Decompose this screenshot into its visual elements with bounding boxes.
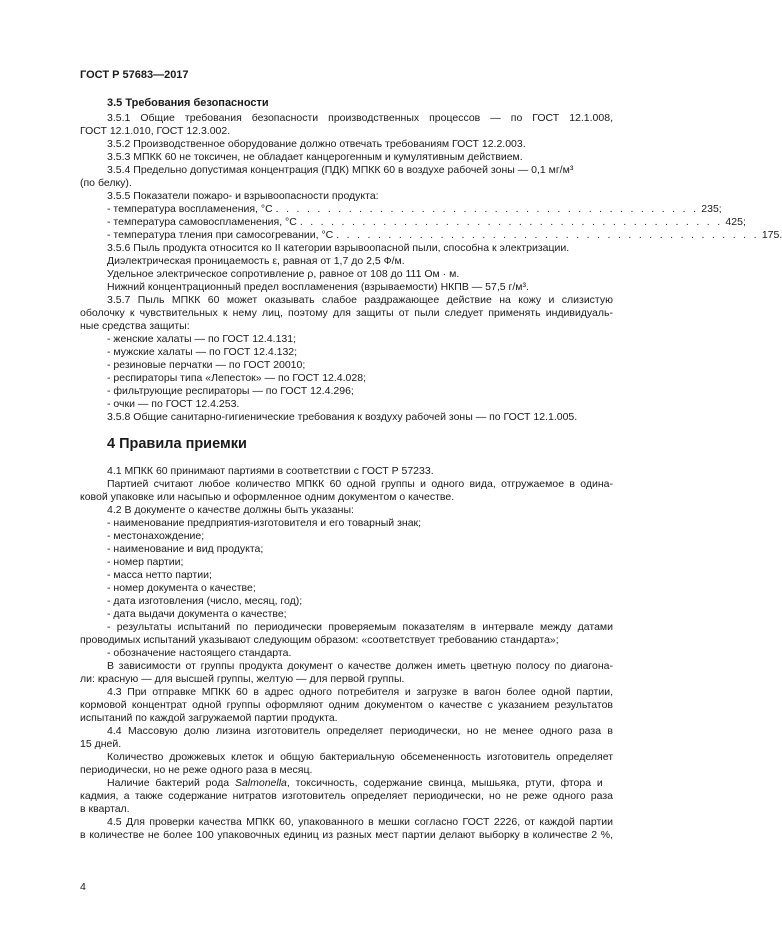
paragraph-3-5-6-line-2: Диэлектрическая проницаемость ε, равная от 1,7 до 2,5 Ф/м.	[107, 255, 405, 267]
fire-item-value: 235;	[701, 203, 722, 215]
paragraph-3-5-4-line-1: 3.5.4 Предельно допустимая концентрация (ПДК) МПКК 60 в воздухе рабочей зоны — 0,1 мг/м³	[107, 164, 574, 176]
paragraph-4-3-line-1: 4.3 При отправке МПКК 60 в адрес одного потребителя и загрузке в вагон более одной партии,	[107, 686, 613, 698]
paragraph-4-3-line-2: кормовой концентрат одной группы оформляют одним документом о качестве с указанием результатов	[80, 699, 613, 711]
yeast-paragraph-line-2: периодически, но не реже одного раза в месяц.	[80, 764, 313, 776]
stripe-paragraph-line-2: ли: красную — для высшей группы, желтую — для первой группы.	[80, 673, 405, 685]
paragraph-3-5-2: 3.5.2 Производственное оборудование должно отвечать требованиям ГОСТ 12.2.003.	[107, 138, 526, 150]
paragraph-4-2: 4.2 В документе о качестве должны быть указаны:	[107, 504, 354, 516]
protection-item: - мужские халаты — по ГОСТ 12.4.132;	[107, 346, 298, 358]
document-item: - дата выдачи документа о качестве;	[107, 608, 287, 620]
salmonella-text-start: Наличие бактерий рода	[107, 777, 235, 789]
salmonella-paragraph-line-1	[107, 777, 613, 790]
salmonella-paragraph-line-2: кадмия, а также содержание нитратов изготовитель определяет периодически, но не реже одного раза	[80, 790, 613, 802]
paragraph-4-1-batch-line-2: ковой упаковке или насыпью и оформленное одним документом о качестве.	[80, 491, 455, 503]
protection-item: - респираторы типа «Лепесток» — по ГОСТ 12.4.028;	[107, 372, 366, 384]
paragraph-3-5-6-line-1: 3.5.6 Пыль продукта относится ко II категории взрывоопасной пыли, способна к электризации.	[107, 242, 570, 254]
leader-dots: . . . . . . . . . . . . . . . . . . . . . . . . . . . . . . . . . . . . . . . . .	[299, 216, 723, 228]
document-item: - масса нетто партии;	[107, 569, 212, 581]
designation-item: - обозначение настоящего стандарта.	[107, 647, 292, 659]
paragraph-4-4-line-1: 4.4 Массовую долю лизина изготовитель определяет периодически, но не менее одного раза в	[107, 725, 613, 737]
fire-item-label: - температура тления при самосогревании, °С	[107, 229, 334, 241]
results-item-line-2: проводимых испытаний указывают следующим образом: «соответствует требованию стандарта»;	[80, 634, 559, 646]
paragraph-3-5-1-line-2: ГОСТ 12.1.010, ГОСТ 12.3.002.	[80, 125, 231, 137]
protection-item: - резиновые перчатки — по ГОСТ 20010;	[107, 359, 306, 371]
paragraph-4-1: 4.1 МПКК 60 принимают партиями в соответствии с ГОСТ Р 57233.	[107, 465, 434, 477]
fire-item-value: 425;	[725, 216, 746, 228]
protection-item: - фильтрующие респираторы — по ГОСТ 12.4.296;	[107, 385, 354, 397]
paragraph-3-5-8: 3.5.8 Общие санитарно-гигиенические требования к воздуху рабочей зоны — по ГОСТ 12.1.005.	[107, 411, 578, 423]
protection-item: - женские халаты — по ГОСТ 12.4.131;	[107, 333, 296, 345]
paragraph-3-5-7-line-1: 3.5.7 Пыль МПКК 60 может оказывать слабое раздражающее действие на кожу и слизистую	[107, 294, 613, 306]
paragraph-3-5-6-line-3: Удельное электрическое сопротивление ρ, равное от 108 до 111 Ом · м.	[107, 268, 460, 280]
paragraph-4-1-batch-line-1: Партией считают любое количество МПКК 60 одной группы и одного вида, отгружаемое в одина-	[107, 478, 613, 490]
paragraph-4-5-line-1: 4.5 Для проверки качества МПКК 60, упакованного в мешки согласно ГОСТ 2226, от каждой партии	[107, 816, 613, 828]
paragraph-3-5-3: 3.5.3 МПКК 60 не токсичен, не обладает канцерогенным и кумулятивным действием.	[107, 151, 523, 163]
page-number: 4	[80, 881, 86, 893]
section-3-5-heading: 3.5 Требования безопасности	[107, 97, 269, 109]
fire-item	[107, 229, 782, 242]
yeast-paragraph-line-1: Количество дрожжевых клеток и общую бактериальную обсемененность изготовитель определяет	[107, 751, 613, 763]
fire-item	[107, 216, 746, 229]
paragraph-3-5-4-line-2: (по белку).	[80, 177, 132, 189]
document-header: ГОСТ Р 57683—2017	[80, 69, 189, 81]
paragraph-4-4-line-2: 15 дней.	[80, 738, 122, 750]
document-item: - наименование и вид продукта;	[107, 543, 264, 555]
document-item: - наименование предприятия-изготовителя и его товарный знак;	[107, 517, 422, 529]
paragraph-3-5-7-line-2: оболочку к чувствительных к нему лиц, поэтому для защиты от пыли следует применять индивидуаль-	[80, 307, 613, 319]
paragraph-4-3-line-3: испытаний по каждой загружаемой партии продукта.	[80, 712, 338, 724]
salmonella-paragraph-line-3: в квартал.	[80, 803, 130, 815]
leader-dots: . . . . . . . . . . . . . . . . . . . . . . . . . . . . . . . . . . . . . . . . .	[275, 203, 699, 215]
document-item: - местонахождение;	[107, 530, 205, 542]
leader-dots: . . . . . . . . . . . . . . . . . . . . . . . . . . . . . . . . . . . . . . . . .	[336, 229, 759, 241]
fire-item	[107, 203, 722, 216]
paragraph-3-5-5: 3.5.5 Показатели пожаро- и взрывоопасности продукта:	[107, 190, 379, 202]
protection-item: - очки — по ГОСТ 12.4.253.	[107, 398, 240, 410]
paragraph-3-5-6-line-4: Нижний концентрационный предел воспламенения (взрываемости) НКПВ — 57,5 г/м³.	[107, 281, 529, 293]
salmonella-genus: Salmonella	[234, 777, 287, 789]
salmonella-text-end: , токсичность, содержание свинца, мышьяка, ртути, фтора и	[286, 777, 603, 789]
section-4-heading: 4 Правила приемки	[107, 436, 247, 452]
fire-item-label: - температура самовоспламенения, °С	[107, 216, 297, 228]
document-item: - номер документа о качестве;	[107, 582, 256, 594]
paragraph-4-5-line-2: в количестве не более 100 упаковочных единиц из разных мест партии делают выборку в количестве 2 %,	[80, 829, 613, 841]
fire-item-value: 175.	[761, 229, 782, 241]
fire-item-label: - температура воспламенения, °С	[107, 203, 273, 215]
document-item: - дата изготовления (число, месяц, год);	[107, 595, 303, 607]
paragraph-3-5-1-line-1: 3.5.1 Общие требования безопасности производственных процессов — по ГОСТ 12.1.008,	[107, 112, 613, 124]
results-item-line-1: - результаты испытаний по периодически проверяемым показателям в интервале между датами	[107, 621, 613, 633]
paragraph-3-5-7-line-3: ные средства защиты:	[80, 320, 190, 332]
document-item: - номер партии;	[107, 556, 184, 568]
stripe-paragraph-line-1: В зависимости от группы продукта документ о качестве должен иметь цветную полосу по диагона-	[107, 660, 613, 672]
